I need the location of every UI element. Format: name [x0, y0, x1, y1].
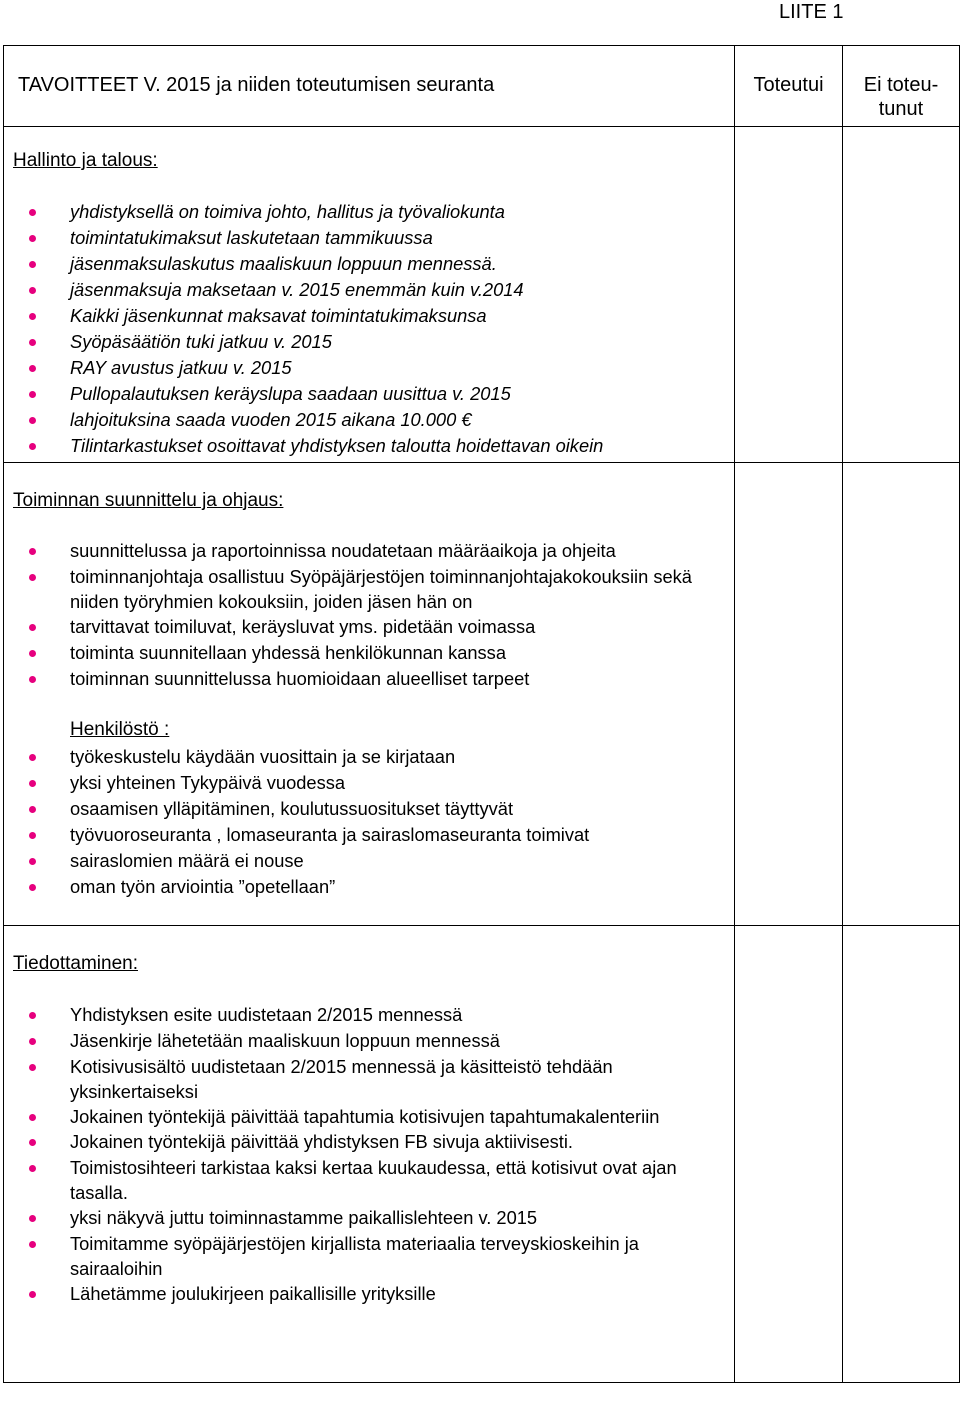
section-row-administration — [4, 127, 960, 463]
column-done-label: Toteutui — [753, 74, 824, 96]
list-item: toiminnanjohtaja osallistuu Syöpäjärjestöjen toiminnanjohtajakokouksiin sekä niiden työryhmien kokouksiin, joiden jäsen hän on — [4, 564, 735, 614]
section-title-communication: Tiedottaminen: — [13, 953, 138, 974]
list-item: Toimitamme syöpäjärjestöjen kirjallista materiaalia terveyskioskeihin ja sairaaloihin — [4, 1231, 735, 1281]
column-not-done-label-line2: tunut — [878, 98, 924, 120]
section-communication-cell — [4, 926, 735, 1383]
list-item: työvuoroseuranta , lomaseuranta ja sairaslomaseuranta toimivat — [4, 822, 735, 848]
list-item: RAY avustus jatkuu v. 2015 — [4, 355, 735, 381]
administration-list — [4, 199, 735, 459]
personnel-list — [4, 744, 735, 900]
list-item: yhdistyksellä on toimiva johto, hallitus ja työvaliokunta — [4, 199, 735, 225]
communication-list — [4, 1002, 735, 1307]
list-item: Lähetämme joulukirjeen paikallisille yrityksille — [4, 1281, 735, 1307]
header-row — [4, 46, 960, 127]
section-planning-cell — [4, 463, 735, 926]
section-title-planning: Toiminnan suunnittelu ja ohjaus: — [13, 490, 284, 511]
section-row-planning — [4, 463, 960, 926]
header-title-cell — [4, 46, 735, 127]
section-row-communication — [4, 926, 960, 1383]
list-item: sairaslomien määrä ei nouse — [4, 848, 735, 874]
header-done-cell — [735, 46, 843, 127]
list-item: Jokainen työntekijä päivittää tapahtumia kotisivujen tapahtumakalenteriin — [4, 1104, 735, 1129]
done-cell — [735, 127, 843, 463]
header-not-done-cell — [843, 46, 960, 127]
table-title: TAVOITTEET V. 2015 ja niiden toteutumisen seuranta — [18, 74, 495, 96]
list-item: toiminnan suunnittelussa huomioidaan alueelliset tarpeet — [4, 666, 735, 692]
done-cell — [735, 926, 843, 1383]
list-item: lahjoituksina saada vuoden 2015 aikana 10.000 € — [4, 407, 735, 433]
list-item: Pullopalautuksen keräyslupa saadaan uusittua v. 2015 — [4, 381, 735, 407]
list-item: oman työn arviointia ”opetellaan” — [4, 874, 735, 900]
list-item: suunnittelussa ja raportoinnissa noudatetaan määräaikoja ja ohjeita — [4, 538, 735, 564]
list-item: Toimistosihteeri tarkistaa kaksi kertaa kuukaudessa, että kotisivut ovat ajan tasalla. — [4, 1155, 735, 1205]
section-administration-cell — [4, 127, 735, 463]
column-not-done-label-line1: Ei toteu- — [863, 74, 939, 96]
list-item: Jokainen työntekijä päivittää yhdistyksen FB sivuja aktiivisesti. — [4, 1129, 735, 1155]
not-done-cell — [843, 926, 960, 1383]
list-item: Jäsenkirje lähetetään maaliskuun loppuun mennessä — [4, 1028, 735, 1054]
list-item: Kaikki jäsenkunnat maksavat toimintatukimaksunsa — [4, 303, 735, 329]
section-title-administration: Hallinto ja talous: — [13, 150, 158, 171]
not-done-cell — [843, 127, 960, 463]
list-item: jäsenmaksuja maksetaan v. 2015 enemmän kuin v.2014 — [4, 277, 735, 303]
list-item: toimintatukimaksut laskutetaan tammikuussa — [4, 225, 735, 251]
list-item: Syöpäsäätiön tuki jatkuu v. 2015 — [4, 329, 735, 355]
list-item: jäsenmaksulaskutus maaliskuun loppuun mennessä. — [4, 251, 735, 277]
planning-list — [4, 538, 735, 692]
column-not-done-label — [843, 46, 959, 121]
list-item: osaamisen ylläpitäminen, koulutussuositukset täyttyvät — [4, 796, 735, 822]
appendix-label: LIITE 1 — [779, 1, 844, 23]
list-item: toiminta suunnitellaan yhdessä henkilökunnan kanssa — [4, 640, 735, 666]
subsection-title-personnel: Henkilöstö : — [70, 719, 170, 740]
list-item: tarvittavat toimiluvat, keräysluvat yms. pidetään voimassa — [4, 614, 735, 640]
list-item: yksi näkyvä juttu toiminnastamme paikallislehteen v. 2015 — [4, 1205, 735, 1231]
list-item: Yhdistyksen esite uudistetaan 2/2015 mennessä — [4, 1002, 735, 1028]
list-item: Kotisivusisältö uudistetaan 2/2015 mennessä ja käsitteistö tehdään yksinkertaiseksi — [4, 1054, 735, 1104]
list-item: työkeskustelu käydään vuosittain ja se kirjataan — [4, 744, 735, 770]
goals-table — [3, 45, 960, 1383]
list-item: Tilintarkastukset osoittavat yhdistyksen taloutta hoidettavan oikein — [4, 433, 735, 459]
done-cell — [735, 463, 843, 926]
list-item: yksi yhteinen Tykypäivä vuodessa — [4, 770, 735, 796]
not-done-cell — [843, 463, 960, 926]
